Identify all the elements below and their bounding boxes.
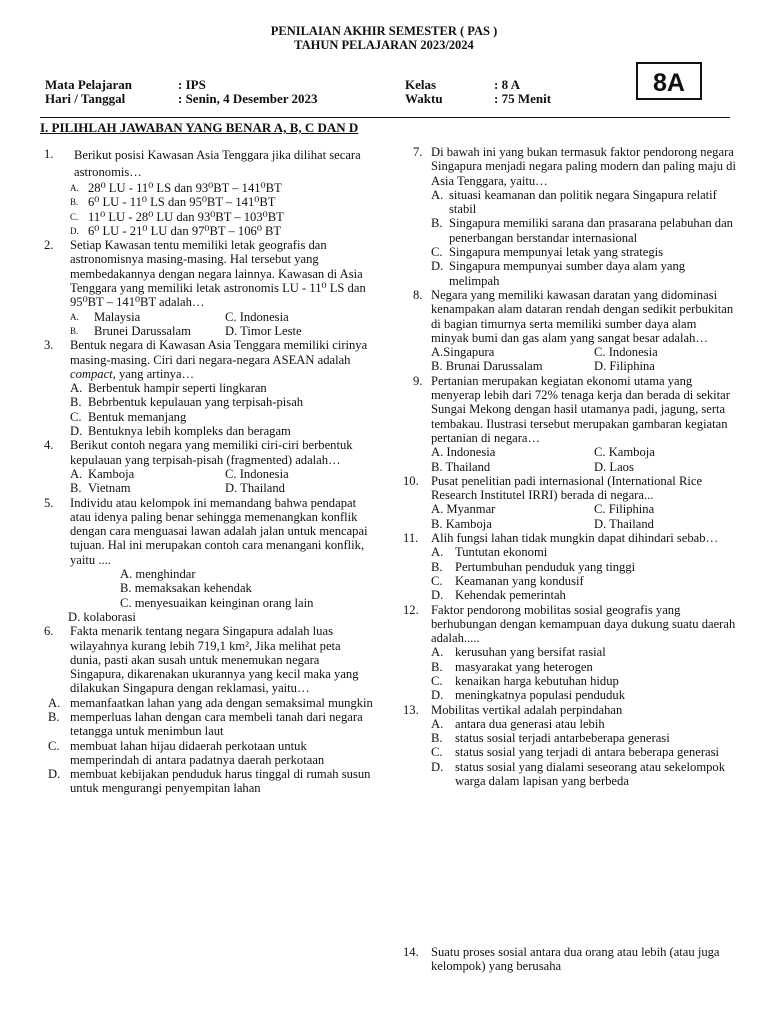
right-column-bottom bbox=[405, 945, 737, 974]
question-text: Berikut posisi Kawasan Asia Tenggara jika dilihat secara astronomis… bbox=[74, 148, 361, 179]
option-d[interactable]: D. Thailand bbox=[594, 516, 654, 531]
option-c[interactable]: C. Indonesia bbox=[225, 309, 289, 324]
header-divider bbox=[40, 117, 730, 118]
question-6: 6. Fakta menarik tentang negara Singapura adalah luas wilayahnya kurang lebih 719,1 km², Jika melihat peta dunia, pasti akan susah untuk menemukan negara Singapura, dikarenakan ukurannya yang kecil maka yang dilakukan Singapura dengan reklamasi, yaitu… A. memanfaatkan lahan yang ada dengan semaksimal mungkin B. memperluas lahan dengan cara membeli tanah dari negara tetangga untuk menimbun laut C. membuat lahan hijau didaerah perkotaan untuk memperindah di antara padatnya daerah perkotaan D. membuat kebijakan penduduk harus tinggal di rumah susun untuk mengurangi penyempitan lahan bbox=[44, 624, 373, 796]
question-text: Suatu proses sosial antara dua orang atau lebih (atau juga kelompok) yang berusaha bbox=[431, 945, 720, 974]
question-text: Negara yang memiliki kawasan daratan yang didominasi kenampakan alam dataran rendah dengan sedikit perbukitan di bagian timurnya serta memiliki sumber daya alam minyak bumi dan gas alam yang sangat besar adalah… bbox=[431, 287, 734, 345]
option-c[interactable]: C. Keamanan yang kondusif bbox=[431, 573, 584, 588]
option-d[interactable]: D. Singapura mempunyai sumber daya alam yang melimpah bbox=[431, 259, 686, 288]
option-d[interactable]: D. membuat kebijakan penduduk harus tinggal di rumah susun untuk mengurangi penyempitan lahan bbox=[48, 767, 371, 796]
question-text: Pusat penelitian padi internasional (International Rice Research Institutel IRRI) berada di negara... bbox=[431, 473, 703, 503]
date-value: : Senin, 4 Desember 2023 bbox=[178, 91, 318, 106]
option-b[interactable]: B. Kamboja bbox=[431, 516, 492, 531]
option-b[interactable]: B. memaksakan kehendak bbox=[120, 581, 252, 596]
subject-value: : IPS bbox=[178, 77, 206, 92]
question-2: 2. Setiap Kawasan tentu memiliki letak geografis dan astronomisnya masing-masing. Hal tersebut yang membedakannya dengan negara lainnya. Kawasan di Asia Tenggara yang memiliki letak astronomis LU - 11⁰ LS dan 95⁰BT – 141⁰BT adalah… A. Malaysia C. Indonesia B. Brunei Darussalam D. Timor Leste bbox=[44, 238, 374, 338]
question-1: 1. Berikut posisi Kawasan Asia Tenggara jika dilihat secara astronomis… A. 28⁰ LU - 11⁰ LS dan 93⁰BT – 141⁰BT B. 6⁰ LU - 11⁰ LS dan 95⁰BT – 141⁰BT C. 11⁰ LU - 28⁰ LU dan 93⁰BT – 103⁰BT D. 6⁰ LU - 21⁰ LU dan 97⁰BT – 106⁰ BT bbox=[44, 147, 374, 238]
question-3: 3. Bentuk negara di Kawasan Asia Tenggara memiliki cirinya masing-masing. Ciri dari negara-negara ASEAN adalah compact, yang artinya… A. Berbentuk hampir seperti lingkaran B. Bebrbentuk kepulauan yang terpisah-pisah C. Bentuk memanjang D. Bentuknya lebih kompleks dan beragam bbox=[44, 338, 374, 438]
question-text: Faktor pendorong mobilitas sosial geografis yang berhubungan dengan kemampuan daya dukung suatu daerah adalah..... bbox=[431, 602, 736, 646]
option-d[interactable]: D. Timor Leste bbox=[225, 323, 302, 338]
option-b[interactable]: B. Thailand bbox=[431, 459, 491, 474]
option-d[interactable]: D. Filiphina bbox=[594, 359, 655, 374]
option-c[interactable]: C. Kamboja bbox=[594, 445, 655, 460]
question-text: Di bawah ini yang bukan termasuk faktor pendorong negara Singapura menjadi negara paling modern dan paling maju di Asia Tenggara, yaitu… bbox=[431, 145, 736, 188]
question-text: Berikut contoh negara yang memiliki ciri-ciri berbentuk kepulauan yang terpisah-pisah (fragmented) adalah… bbox=[70, 438, 353, 467]
option-c[interactable]: C. kenaikan harga kebutuhan hidup bbox=[431, 673, 619, 688]
option-b[interactable]: B. Singapura memiliki sarana dan prasarana pelabuhan dan penerbangan berstandar internasional bbox=[431, 216, 733, 245]
question-text: Alih fungsi lahan tidak mungkin dapat dihindari sebab… bbox=[431, 531, 719, 546]
question-14: 14. Suatu proses sosial antara dua orang atau lebih (atau juga kelompok) yang berusaha bbox=[405, 945, 737, 974]
section-title: I. PILIHLAH JAWABAN YANG BENAR A, B, C DAN D bbox=[40, 120, 359, 135]
left-column bbox=[44, 147, 374, 796]
option-c[interactable]: C. membuat lahan hijau didaerah perkotaan untuk memperindah di antara padatnya daerah perkotaan bbox=[48, 738, 325, 767]
option-c[interactable]: C. Indonesia bbox=[594, 345, 658, 360]
right-column bbox=[405, 145, 737, 788]
question-text: Mobilitas vertikal adalah perpindahan bbox=[431, 702, 623, 717]
option-a[interactable]: A. antara dua generasi atau lebih bbox=[431, 716, 605, 731]
subject-label: Mata Pelajaran bbox=[45, 77, 133, 92]
option-c[interactable]: C. menyesuaikan keinginan orang lain bbox=[120, 595, 314, 610]
option-a[interactable]: A. Myanmar bbox=[431, 502, 496, 517]
question-text: Setiap Kawasan tentu memiliki letak geografis dan astronomisnya masing-masing. Hal tersebut yang membedakannya dengan negara lainnya. Kawasan di Asia Tenggara yang memiliki letak astronomis LU - 11⁰ LS dan 95⁰BT – 141⁰BT adalah… bbox=[70, 238, 366, 310]
option-d[interactable]: D. meningkatnya populasi penduduk bbox=[431, 688, 625, 703]
option-c[interactable]: C. Indonesia bbox=[225, 466, 289, 481]
question-text: Fakta menarik tentang negara Singapura adalah luas wilayahnya kurang lebih 719,1 km², Jika melihat peta dunia, pasti akan susah untuk menemukan negara Singapura, dikarenakan ukurannya yang kecil maka yang dilakukan Singapura dengan reklamasi, yaitu… bbox=[70, 624, 359, 696]
option-d[interactable]: D. kolaborasi bbox=[68, 609, 136, 624]
option-d[interactable]: D. Bentuknya lebih kompleks dan beragam bbox=[70, 424, 291, 439]
question-5: 5. Individu atau kelompok ini memandang bahwa pendapat atau idenya paling benar sehingga memenangkan konflik dengan cara menguasai lawan adalah jalan untuk mencapai tujuan. Hal ini merupakan contoh cara menangani konflik, yaitu .... A. menghindar B. memaksakan kehendak C. menyesuaikan keinginan orang lain D. kolaborasi bbox=[44, 496, 374, 625]
option-a[interactable]: A. memanfaatkan lahan yang ada dengan semaksimal mungkin bbox=[48, 695, 373, 710]
option-c[interactable]: C. 11⁰ LU - 28⁰ LU dan 93⁰BT – 103⁰BT bbox=[70, 209, 284, 224]
option-d[interactable]: D. Laos bbox=[594, 459, 634, 474]
option-b[interactable]: B. Vietnam bbox=[70, 481, 131, 496]
option-b[interactable]: B. Bebrbentuk kepulauan yang terpisah-pisah bbox=[70, 395, 304, 410]
class-label: Kelas bbox=[405, 77, 437, 92]
option-a[interactable]: A. Kamboja bbox=[70, 466, 135, 481]
option-c[interactable]: C. Singapura mempunyai letak yang strategis bbox=[431, 245, 664, 260]
question-10: 10. Pusat penelitian padi internasional (International Rice Research Institutel IRRI) berada di negara... A. Myanmar C. Filiphina B. Kamboja D. Thailand bbox=[405, 474, 737, 531]
question-text: Pertanian merupakan kegiatan ekonomi utama yang menyerap lebih dari 72% tenaga kerja dan berada di sekitar Sungai Mekong dengan hasil utamanya padi, jagung, serta tembakau. Ilustrasi tersebut merupakan gambaran kegiatan pertanian di negara… bbox=[431, 373, 730, 445]
time-value: : 75 Menit bbox=[494, 91, 552, 106]
option-a[interactable]: A.Singapura bbox=[431, 345, 495, 360]
class-value: : 8 A bbox=[494, 77, 520, 92]
question-8: 8. Negara yang memiliki kawasan daratan yang didominasi kenampakan alam dataran rendah dengan sedikit perbukitan di bagian timurnya serta memiliki sumber daya alam minyak bumi dan gas alam yang sangat besar adalah… A.Singapura C. Indonesia B. Brunai Darussalam D. Filiphina bbox=[405, 288, 737, 374]
question-11: 11. Alih fungsi lahan tidak mungkin dapat dihindari sebab… A. Tuntutan ekonomi B. Pertumbuhan penduduk yang tinggi C. Keamanan yang kondusif D. Kehendak pemerintah bbox=[405, 531, 737, 602]
option-b[interactable]: B. Brunei Darussalam bbox=[70, 323, 191, 338]
option-b[interactable]: B. Brunai Darussalam bbox=[431, 359, 543, 374]
option-c[interactable]: C. status sosial yang terjadi di antara beberapa generasi bbox=[431, 745, 720, 760]
option-c[interactable]: C. Filiphina bbox=[594, 502, 655, 517]
option-d[interactable]: D. Kehendak pemerintah bbox=[431, 588, 566, 603]
option-d[interactable]: D. Thailand bbox=[225, 481, 285, 496]
option-b[interactable]: B. Pertumbuhan penduduk yang tinggi bbox=[431, 559, 636, 574]
option-d[interactable]: D. status sosial yang dialami seseorang atau sekelompok warga dalam lapisan yang berbeda bbox=[431, 759, 726, 789]
option-a[interactable]: A. situasi keamanan dan politik negara Singapura relatif stabil bbox=[431, 187, 717, 217]
time-label: Waktu bbox=[405, 91, 443, 106]
option-a[interactable]: A. Indonesia bbox=[431, 445, 496, 460]
question-text: Individu atau kelompok ini memandang bahwa pendapat atau idenya paling benar sehingga memenangkan konflik dengan cara menguasai lawan adalah jalan untuk mencapai tujuan. Hal ini merupakan contoh cara menangani konflik, yaitu .... bbox=[70, 495, 368, 567]
date-label: Hari / Tanggal bbox=[45, 91, 126, 106]
question-7: 7. Di bawah ini yang bukan termasuk faktor pendorong negara Singapura menjadi negara paling modern dan paling maju di Asia Tenggara, yaitu… A. situasi keamanan dan politik negara Singapura relatif stabil B. Singapura memiliki sarana dan prasarana pelabuhan dan penerbangan berstandar internasional C. Singapura mempunyai letak yang strategis D. Singapura mempunyai sumber daya alam yang melimpah bbox=[413, 145, 736, 288]
option-a[interactable]: A. Tuntutan ekonomi bbox=[431, 545, 548, 560]
option-a[interactable]: A. kerusuhan yang bersifat rasial bbox=[431, 645, 606, 660]
option-c[interactable]: C. Bentuk memanjang bbox=[70, 409, 187, 424]
question-text: Bentuk negara di Kawasan Asia Tenggara memiliki cirinya masing-masing. Ciri dari negara-negara ASEAN adalah compact, yang artinya… bbox=[70, 338, 368, 381]
option-d[interactable]: D. 6⁰ LU - 21⁰ LU dan 97⁰BT – 106⁰ BT bbox=[70, 223, 282, 238]
option-b[interactable]: B. 6⁰ LU - 11⁰ LS dan 95⁰BT – 141⁰BT bbox=[70, 195, 276, 210]
question-4: 4. Berikut contoh negara yang memiliki ciri-ciri berbentuk kepulauan yang terpisah-pisah (fragmented) adalah… A. Kamboja C. Indonesia B. Vietnam D. Thailand bbox=[44, 438, 374, 495]
question-9: 9. Pertanian merupakan kegiatan ekonomi utama yang menyerap lebih dari 72% tenaga kerja dan berada di sekitar Sungai Mekong dengan hasil utamanya padi, jagung, serta tembakau. Ilustrasi tersebut merupakan gambaran kegiatan pertanian di negara… A. Indonesia C. Kamboja B. Thailand D. Laos bbox=[405, 374, 737, 474]
option-b[interactable]: B. status sosial terjadi antarbeberapa generasi bbox=[431, 731, 670, 746]
exam-year: TAHUN PELAJARAN 2023/2024 bbox=[294, 38, 474, 52]
question-12: 12. Faktor pendorong mobilitas sosial geografis yang berhubungan dengan kemampuan daya dukung suatu daerah adalah..... A. kerusuhan yang bersifat rasial B. masyarakat yang heterogen C. kenaikan harga kebutuhan hidup D. meningkatnya populasi penduduk bbox=[403, 602, 736, 703]
option-a[interactable]: A. Berbentuk hampir seperti lingkaran bbox=[70, 381, 267, 396]
option-a[interactable]: A. 28⁰ LU - 11⁰ LS dan 93⁰BT – 141⁰BT bbox=[70, 181, 282, 195]
option-b[interactable]: B. memperluas lahan dengan cara membeli tanah dari negara tetangga untuk menimbun laut bbox=[48, 709, 363, 739]
class-code-box: 8A bbox=[636, 62, 702, 100]
question-13: 13. Mobilitas vertikal adalah perpindahan A. antara dua generasi atau lebih B. status sosial terjadi antarbeberapa generasi C. status sosial yang terjadi di antara beberapa generasi D. status sosial yang dialami seseorang atau sekelompok warga dalam lapisan yang berbeda bbox=[405, 703, 737, 789]
exam-title: PENILAIAN AKHIR SEMESTER ( PAS ) bbox=[270, 24, 498, 38]
option-b[interactable]: B. masyarakat yang heterogen bbox=[431, 659, 593, 674]
option-a[interactable]: A. menghindar bbox=[120, 567, 196, 582]
option-a[interactable]: A. Malaysia bbox=[70, 309, 141, 324]
